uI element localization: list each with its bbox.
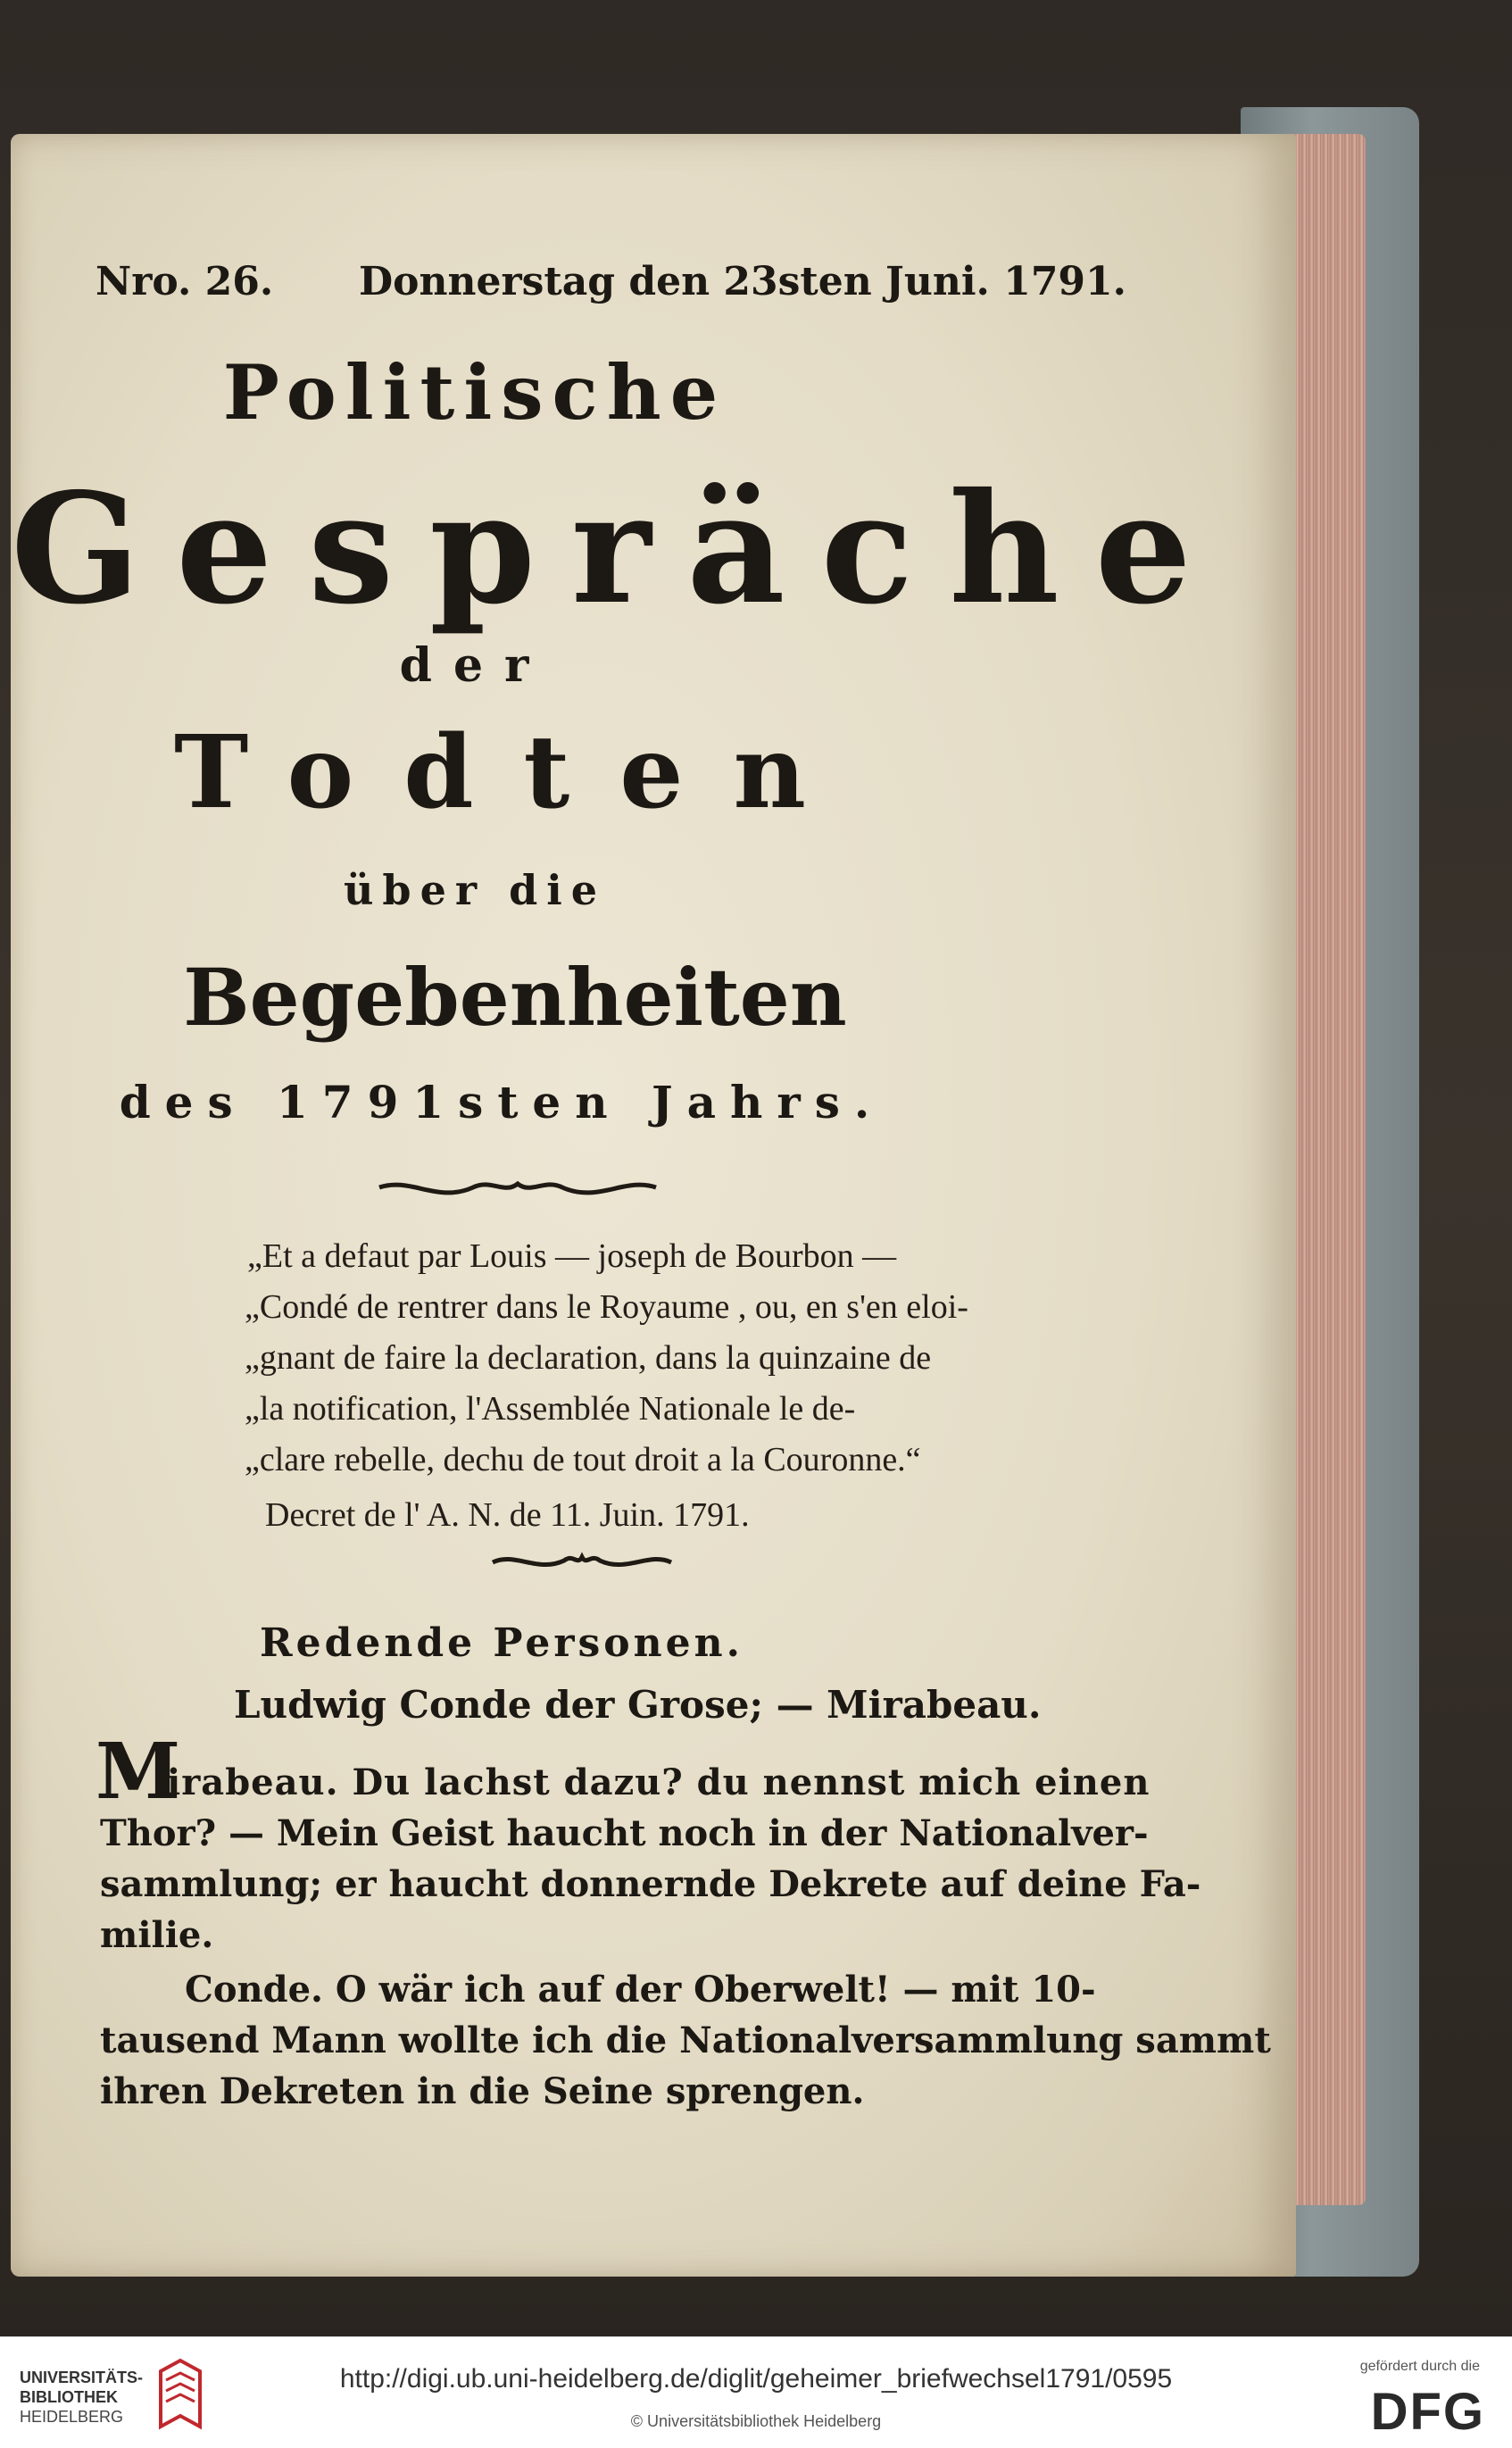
- epigraph-citation: Decret de l' A. N. de 11. Juin. 1791.: [265, 1496, 750, 1534]
- title-line-ueber-die: über die: [343, 866, 607, 914]
- title-line-jahrs: des 1791sten Jahrs.: [119, 1076, 885, 1128]
- logo-line: HEIDELBERG: [20, 2408, 124, 2426]
- title-line-gespraeche: Gespräche: [11, 460, 1227, 638]
- drop-cap: M: [96, 1727, 181, 1817]
- ornament-divider-top: [375, 1168, 660, 1212]
- issue-number: Nro. 26.: [96, 259, 274, 304]
- epigraph-line: „Et a defaut par Louis — joseph de Bourbon —: [247, 1237, 897, 1275]
- page-edges: [1285, 134, 1366, 2205]
- persons-heading: Redende Personen.: [260, 1620, 744, 1666]
- epigraph-line: „la notification, l'Assemblée Nationale le de-: [245, 1390, 856, 1428]
- permalink-url[interactable]: http://digi.ub.uni-heidelberg.de/diglit/geheimer_briefwechsel1791/0595: [339, 2364, 1173, 2394]
- ornament-divider-bottom: [488, 1543, 676, 1582]
- footer-bar: [0, 2336, 1512, 2448]
- dialog-line: ihren Dekreten in die Seine sprengen.: [100, 2070, 865, 2112]
- dialog-line: tausend Mann wollte ich die Nationalversammlung sammt: [100, 2019, 1271, 2061]
- logo-line: BIBLIOTHEK: [20, 2388, 118, 2406]
- dfg-logo[interactable]: DFG: [1370, 2383, 1485, 2441]
- epigraph-line: „Condé de rentrer dans le Royaume , ou, en s'en eloi-: [245, 1288, 968, 1326]
- title-line-begebenheiten: Begebenheiten: [183, 951, 847, 1044]
- dialog-line: Thor? — Mein Geist haucht noch in der Nationalver-: [100, 1812, 1149, 1854]
- dialog-line: milie.: [100, 1914, 214, 1956]
- funding-note: gefördert durch die: [1359, 2359, 1480, 2374]
- issue-date: Donnerstag den 23sten Juni. 1791.: [359, 259, 1126, 304]
- title-line-der: der: [399, 638, 551, 693]
- title-line-politische: Politische: [222, 348, 727, 437]
- dialog-line: irabeau. Du lachst dazu? du nennst mich einen: [167, 1761, 1151, 1803]
- title-line-todten: Todten: [174, 714, 856, 831]
- persons-list: Ludwig Conde der Grose; — Mirabeau.: [234, 1683, 1042, 1727]
- epigraph-line: „clare rebelle, dechu de tout droit a la Couronne.“: [245, 1441, 921, 1478]
- copyright-text: © Universitätsbibliothek Heidelberg: [630, 2412, 882, 2430]
- dialog-line: sammlung; er haucht donnernde Dekrete auf deine Fa-: [100, 1863, 1201, 1905]
- dialog-line: Conde. O wär ich auf der Oberwelt! — mit 10-: [185, 1969, 1096, 2011]
- logo-line: UNIVERSITÄTS-: [20, 2369, 144, 2386]
- book-page: [11, 134, 1296, 2277]
- epigraph-line: „gnant de faire la declaration, dans la quinzaine de: [245, 1339, 932, 1377]
